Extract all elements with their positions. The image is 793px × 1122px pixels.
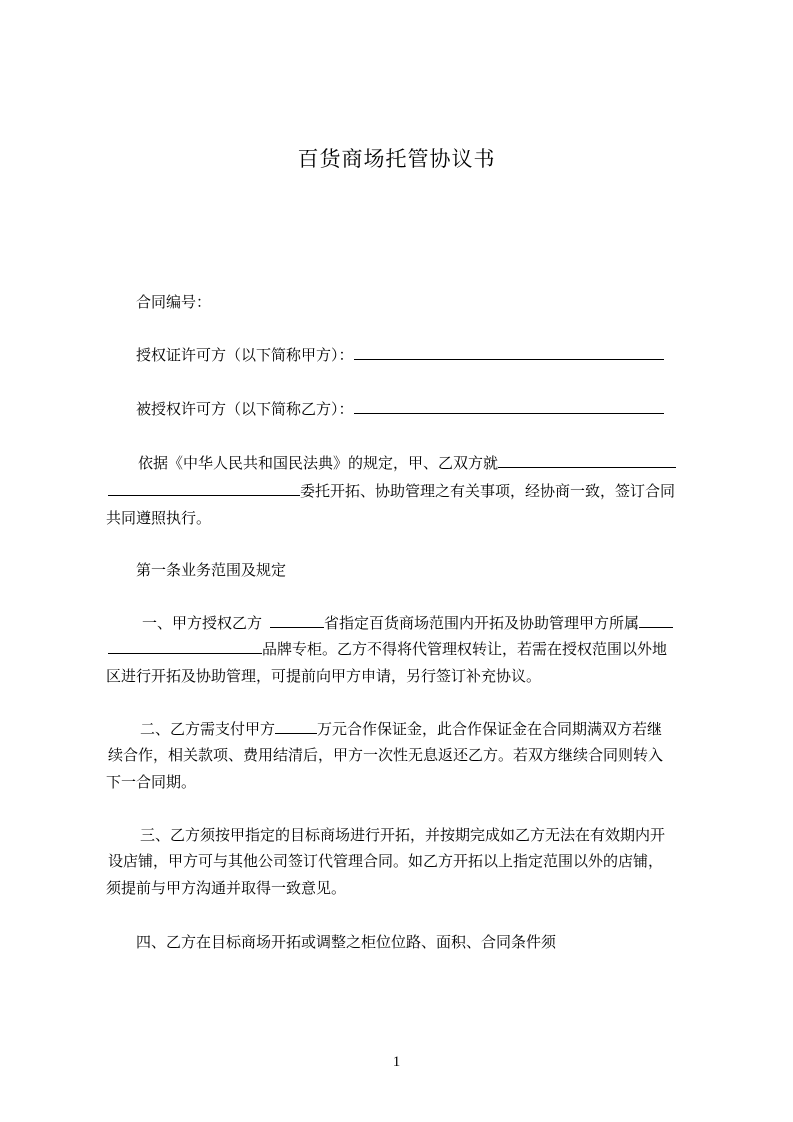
clause-2-text-1a: 二、乙方需支付甲方 <box>140 720 276 738</box>
article-1-heading: 第一条业务范围及规定 <box>136 561 287 579</box>
party-b-blank <box>354 399 664 414</box>
document-title: 百货商场托管协议书 <box>297 147 496 171</box>
clause-2-line-1 <box>140 719 662 739</box>
preamble-line-1 <box>138 453 676 473</box>
clause-1-blank-brand-a <box>639 613 673 628</box>
preamble-text-2: 委托开拓、协助管理之有关事项，经协商一致，签订合同 <box>300 482 676 500</box>
clause-3-text-2: 设店铺，甲方可与其他公司签订代管理合同。如乙方开拓以上指定范围以外的店铺， <box>108 852 664 870</box>
clause-2-text-2: 续合作，相关款项、费用结清后，甲方一次性无息返还乙方。若双方继续合同则转入 <box>108 746 664 764</box>
page-number: 1 <box>392 1054 401 1070</box>
party-a-line <box>136 345 664 365</box>
clause-2-text-3: 下一合同期。 <box>106 773 197 791</box>
party-a-blank <box>354 345 664 360</box>
clause-1-blank-brand-b <box>108 639 262 654</box>
clause-1-line-2 <box>108 639 667 659</box>
clause-1-text-1a: 一、甲方授权乙方 <box>142 614 263 632</box>
preamble-text-3: 共同遵照执行。 <box>106 509 212 527</box>
clause-1-text-3: 区进行开拓及协助管理，可提前向甲方申请，另行签订补充协议。 <box>106 667 542 685</box>
clause-3-text-1: 三、乙方须按甲指定的目标商场进行开拓，并按期完成如乙方无法在有效期内开 <box>140 826 666 844</box>
party-a-label: 授权证许可方（以下简称甲方）： <box>136 346 354 364</box>
clause-1-text-1b: 省指定百货商场范围内开拓及协助管理甲方所属 <box>324 614 640 632</box>
clause-4-text-1: 四、乙方在目标商场开拓或调整之柜位位路、面积、合同条件须 <box>136 933 557 951</box>
clause-1-blank-province <box>270 613 324 628</box>
contract-number-label: 合同编号： <box>136 293 212 311</box>
clause-1-line-1 <box>142 613 673 633</box>
clause-3-text-3: 须提前与甲方沟通并取得一致意见。 <box>106 879 347 897</box>
party-b-label: 被授权许可方（以下简称乙方）： <box>136 400 354 418</box>
preamble-blank-2 <box>108 481 300 496</box>
preamble-line-2 <box>108 481 675 501</box>
preamble-blank-1 <box>498 453 676 468</box>
clause-1-text-2: 品牌专柜。乙方不得将代管理权转让，若需在授权范围以外地 <box>262 640 668 658</box>
preamble-text-1: 依据《中华人民共和国民法典》的规定，甲、乙双方就 <box>138 454 499 472</box>
clause-2-blank-deposit <box>275 719 317 734</box>
clause-2-text-1b: 万元合作保证金，此合作保证金在合同期满双方若继 <box>317 720 663 738</box>
party-b-line <box>136 399 664 419</box>
